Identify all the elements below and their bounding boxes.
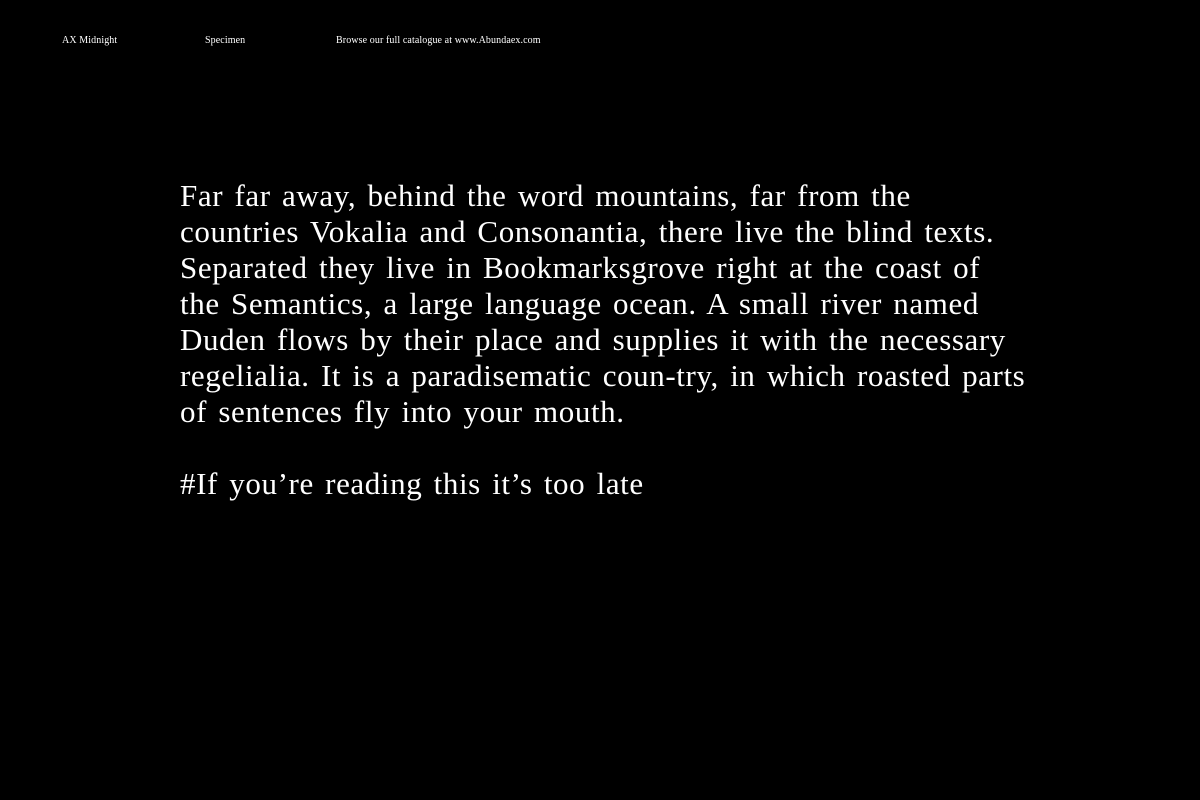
top-bar (0, 34, 1200, 48)
brand-name[interactable]: AX Midnight (62, 35, 118, 46)
nav-link-specimen[interactable]: Specimen (205, 35, 246, 46)
type-specimen (180, 178, 1030, 502)
catalogue-link[interactable]: Browse our full catalogue at www.Abundaex.com (336, 35, 541, 46)
specimen-paragraph: Far far away, behind the word mountains, far from the countries Vokalia and Consonantia, there live the blind texts. Separated they live in Bookmarksgrove right at the coast of the Semantics, a large language ocean. A small river named Duden flows by their place and supplies it with the necessary regelialia. It is a paradisematic coun-try, in which roasted parts of sentences fly into your mouth. (180, 178, 1026, 429)
specimen-tagline: #If you’re reading this it’s too late (180, 466, 644, 501)
